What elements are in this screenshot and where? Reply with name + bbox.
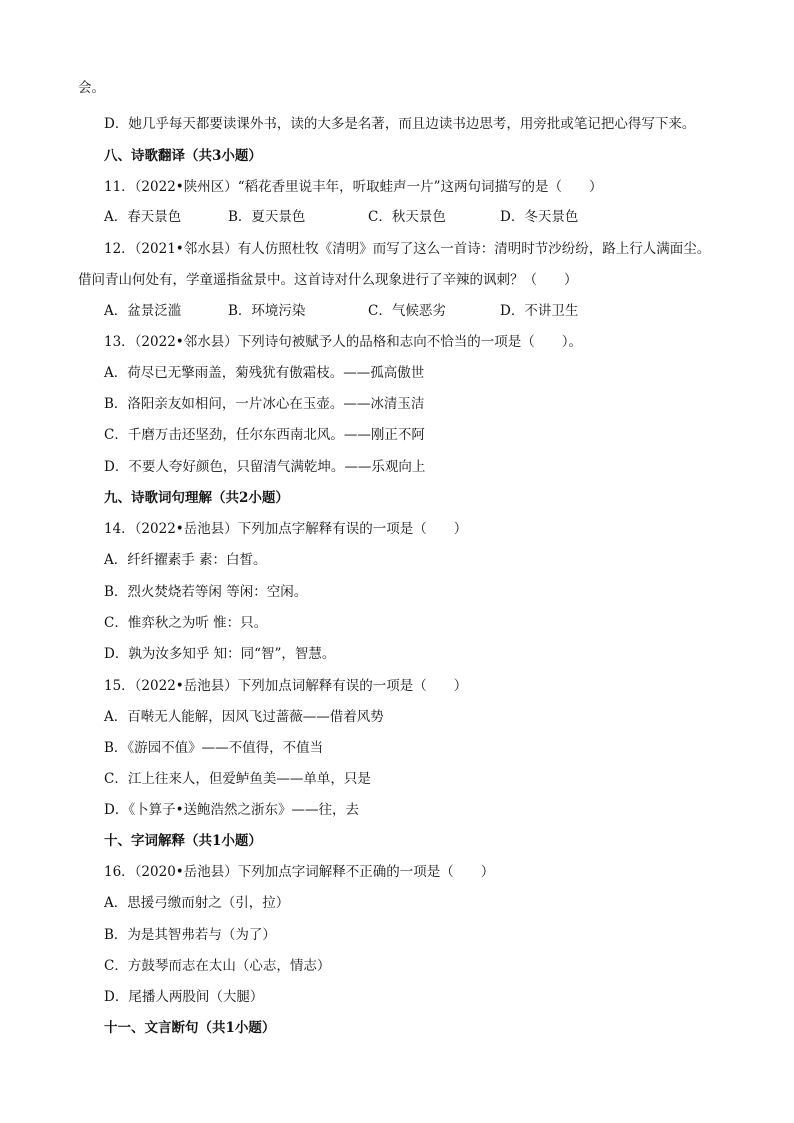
section-heading-10: 十、字词解释（共1小题）	[104, 833, 262, 849]
q11-option-b: B．夏天景色	[228, 209, 306, 225]
q14-option-d: D．孰为汝多知乎 知：同“智”，智慧。	[104, 646, 336, 662]
q16-option-b: B．为是其智弗若与（为了）	[104, 927, 276, 943]
q15-option-d: D．《卜算子•送鲍浩然之浙东》——往，去	[104, 802, 360, 818]
option-d-line: D．她几乎每天都要读课外书，读的大多是名著，而且边读书边思考，用旁批或笔记把心得写下来。	[104, 116, 696, 132]
question-11: 11．（2022•陕州区）“稻花香里说丰年，听取蛙声一片”这两句词描写的是（ ）	[104, 179, 603, 195]
question-14: 14．（2022•岳池县）下列加点字解释有误的一项是（ ）	[104, 521, 468, 537]
question-15: 15．（2022•岳池县）下列加点词解释有误的一项是（ ）	[104, 678, 468, 694]
q11-option-a: A．春天景色	[104, 209, 182, 225]
q16-option-d: D．尾播人两股间（大腿）	[104, 989, 264, 1005]
q15-option-a: A．百啭无人能解，因风飞过蔷薇——借着风势	[104, 709, 384, 725]
question-16: 16．（2020•岳池县）下列加点字词解释不正确的一项是（ ）	[104, 864, 495, 880]
q16-option-a: A．思援弓缴而射之（引，拉）	[104, 895, 290, 911]
text-line: 会。	[78, 80, 105, 96]
q12-option-c: C．气候恶劣	[368, 303, 446, 319]
question-13: 13．（2022•邻水县）下列诗句被赋予人的品格和志向不恰当的一项是（ ）。	[104, 334, 582, 350]
q14-option-b: B．烈火焚烧若等闲 等闲：空闲。	[104, 584, 308, 600]
q12-option-a: A．盆景泛滥	[104, 303, 182, 319]
q15-option-b: B．《游园不值》——不值得，不值当	[104, 740, 324, 756]
q13-option-c: C．千磨万击还坚劲，任尔东西南北风。——刚正不阿	[104, 427, 425, 443]
q12-option-b: B．环境污染	[228, 303, 306, 319]
section-heading-9: 九、诗歌词句理解（共2小题）	[104, 490, 289, 506]
q15-option-c: C．江上往来人，但爱鲈鱼美——单单，只是	[104, 771, 371, 787]
q14-option-a: A．纤纤擢素手 素：白皙。	[104, 552, 267, 568]
q12-option-d: D．不讲卫生	[500, 303, 579, 319]
q13-option-a: A．荷尽已无擎雨盖，菊残犹有傲霜枝。——孤高傲世	[104, 365, 425, 381]
q14-option-c: C．惟弈秋之为听 惟：只。	[104, 615, 268, 631]
q16-option-c: C．方鼓琴而志在太山（心志，情志）	[104, 958, 331, 974]
q11-option-d: D．冬天景色	[500, 209, 579, 225]
section-heading-8: 八、诗歌翻译（共3小题）	[104, 148, 262, 164]
question-12-line2: 借问青山何处有，学童遥指盆景中。这首诗对什么现象进行了辛辣的讽刺？（ ）	[78, 272, 578, 288]
q13-option-b: B．洛阳亲友如相问，一片冰心在玉壶。——冰清玉洁	[104, 396, 425, 412]
section-heading-11: 十一、文言断句（共1小题）	[104, 1020, 276, 1036]
question-12-line1: 12．（2021•邻水县）有人仿照杜牧《清明》而写了这么一首诗：清明时节沙纷纷，路上行人满面尘。	[104, 241, 711, 257]
q13-option-d: D．不要人夸好颜色，只留清气满乾坤。——乐观向上	[104, 459, 426, 475]
q11-option-c: C．秋天景色	[368, 209, 446, 225]
